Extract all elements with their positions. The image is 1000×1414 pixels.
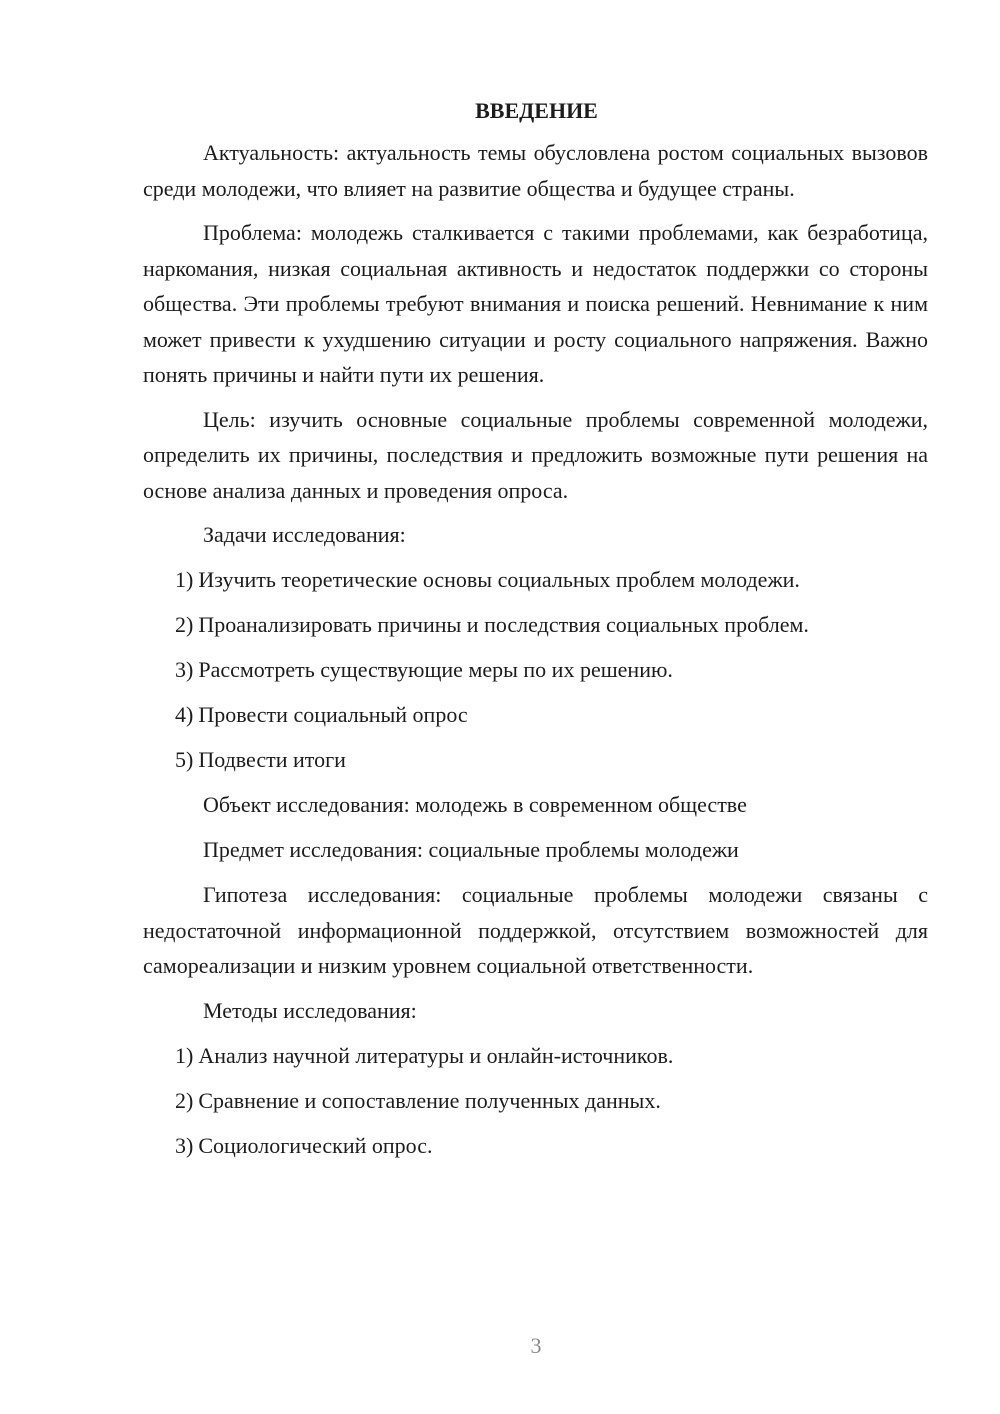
method-number: 2): [175, 1087, 194, 1113]
task-item: [143, 652, 928, 688]
method-item: [143, 1038, 928, 1074]
method-item: [143, 1083, 928, 1119]
task-text: Рассмотреть существующие меры по их решению.: [198, 657, 673, 682]
task-item: [143, 697, 928, 733]
task-item: [143, 742, 928, 778]
method-text: Анализ научной литературы и онлайн-источников.: [198, 1042, 674, 1068]
task-item: [143, 562, 928, 598]
tasks-heading: Задачи исследования:: [203, 522, 406, 547]
task-number: 2): [175, 612, 194, 637]
goal-paragraph: Цель: изучить основные социальные проблемы современной молодежи, определить их причины, последствия и предложить возможные пути решения на основе анализа данных и проведения опроса.: [143, 406, 928, 503]
relevance-paragraph: Актуальность: актуальность темы обусловлена ростом социальных вызовов среди молодежи, что влияет на развитие общества и будущее страны.: [143, 140, 928, 201]
task-item: [143, 607, 928, 643]
task-number: 4): [175, 702, 194, 727]
task-number: 1): [175, 567, 194, 592]
section-title: ВВЕДЕНИЕ: [475, 98, 598, 123]
method-text: Сравнение и сопоставление полученных данных.: [198, 1087, 661, 1113]
method-item: [143, 1128, 928, 1164]
task-text: Изучить теоретические основы социальных проблем молодежи.: [198, 567, 800, 592]
problem-paragraph: Проблема: молодежь сталкивается с такими проблемами, как безработица, наркомания, низкая социальная активность и недостаток поддержки со стороны общества. Эти проблемы требуют внимания и поиска решений. Невнимание к ним может привести к ухудшению ситуации и росту социального напряжения. Важно понять причины и найти пути их решения.: [143, 220, 928, 387]
task-number: 3): [175, 657, 194, 682]
task-text: Проанализировать причины и последствия социальных проблем.: [198, 612, 809, 637]
method-number: 3): [175, 1132, 194, 1158]
task-number: 5): [175, 747, 194, 772]
page-number: 3: [530, 1333, 542, 1358]
task-text: Подвести итоги: [198, 747, 346, 772]
method-text: Социологический опрос.: [198, 1132, 433, 1158]
method-number: 1): [175, 1042, 194, 1068]
object-line: Объект исследования: молодежь в современном обществе: [203, 792, 747, 817]
hypothesis-paragraph: Гипотеза исследования: социальные проблемы молодежи связаны с недостаточной информационной поддержкой, отсутствием возможностей для самореализации и низким уровнем социальной ответственности.: [143, 882, 928, 978]
methods-heading: Методы исследования:: [203, 997, 417, 1023]
subject-line: Предмет исследования: социальные проблемы молодежи: [203, 837, 739, 862]
document-body: [143, 93, 928, 1173]
task-text: Провести социальный опрос: [198, 702, 468, 727]
